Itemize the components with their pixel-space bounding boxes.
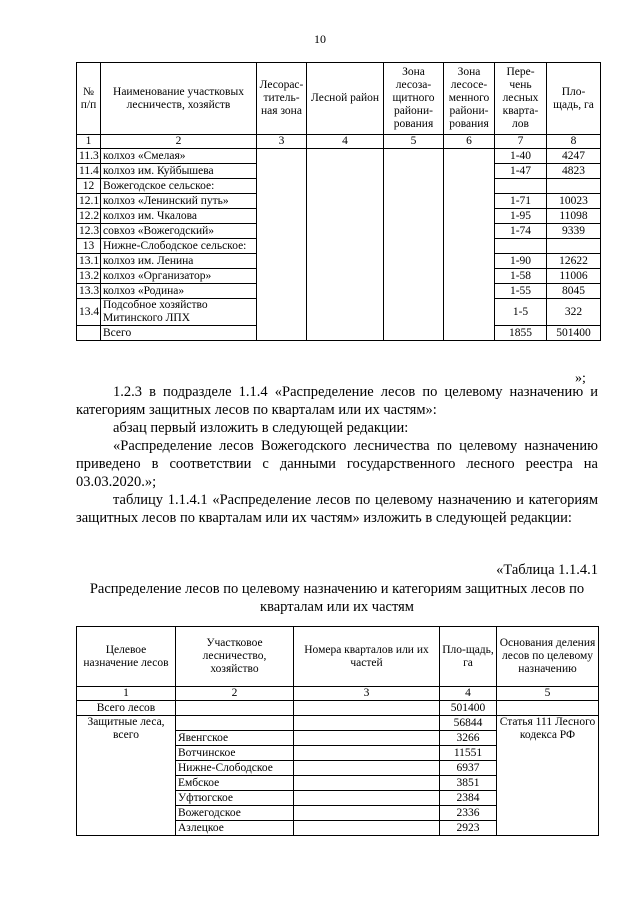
table-row: Явенгское 3266 — [77, 731, 599, 746]
header-number: № п/п — [77, 63, 101, 135]
table-row: 11.3 колхоз «Смелая» 1-40 4247 — [77, 149, 601, 164]
header-quarters: Пере-чень лесных кварта-лов — [495, 63, 547, 135]
paragraph: «Распределение лесов Вожегодского лесничества по целевому назначению приведено в соответствии с данными государственного лесного реестра на 03.03.2020.»; — [76, 438, 598, 490]
blank-cell — [384, 149, 444, 341]
header-seed-zone: Зона лесосе-менного райони-рования — [444, 63, 495, 135]
table-row: 13.1 колхоз им. Ленина 1-90 12622 — [77, 254, 601, 269]
table-row: Уфтюгское 2384 — [77, 791, 599, 806]
table-row: 13.4 Подсобное хозяйство Митинского ЛПХ 1-5 322 — [77, 299, 601, 326]
col-number: 2 — [101, 135, 257, 149]
header-protection-zone: Зона лесоза-щитного райони-рования — [384, 63, 444, 135]
blank-cell — [444, 149, 495, 341]
paragraph: 1.2.3 в подразделе 1.1.4 «Распределение лесов по целевому назначению и категориям защитных лесов по кварталам или их частям»: — [76, 384, 598, 418]
table-row: 11.4 колхоз им. Куйбышева 1-47 4823 — [77, 164, 601, 179]
table-row: 12.1 колхоз «Ленинский путь» 1-71 10023 — [77, 194, 601, 209]
blank-cell — [307, 149, 384, 341]
table-row: 12 Вожегодское сельское: — [77, 179, 601, 194]
table-row: 12.3 совхоз «Вожегодский» 1-74 9339 — [77, 224, 601, 239]
header-quarter-numbers: Номера кварталов или их частей — [294, 627, 440, 687]
paragraph: таблицу 1.1.4.1 «Распределение лесов по целевому назначению и категориям защитных лесов по кварталам или их частям» изложить в следующей редакции: — [76, 492, 598, 526]
table-title: Распределение лесов по целевому назначению и категориям защитных лесов по кварталам или их частям — [89, 581, 585, 615]
col-number: 7 — [495, 135, 547, 149]
header-area: Пло-щадь, га — [547, 63, 601, 135]
header-name: Наименование участковых лесничеств, хозяйств — [101, 63, 257, 135]
table-row: Нижне-Слободское 6937 — [77, 761, 599, 776]
col-number: 5 — [497, 687, 599, 701]
blank-cell — [257, 149, 307, 341]
col-number: 8 — [547, 135, 601, 149]
header-vegetation-zone: Лесорас-титель-ная зона — [257, 63, 307, 135]
page-number: 10 — [314, 32, 326, 46]
table-row: Вожегодское 2336 — [77, 806, 599, 821]
header-basis: Основания деления лесов по целевому назначению — [497, 627, 599, 687]
table-row: 13.2 колхоз «Организатор» 1-58 11006 — [77, 269, 601, 284]
table-row: Ембское 3851 — [77, 776, 599, 791]
col-number: 3 — [257, 135, 307, 149]
col-number: 5 — [384, 135, 444, 149]
forest-distribution-table — [76, 626, 599, 836]
header-area: Пло-щадь, га — [440, 627, 497, 687]
col-number: 2 — [176, 687, 294, 701]
table-row: Вотчинское 11551 — [77, 746, 599, 761]
total-row: Всего лесов 501400 — [77, 701, 599, 716]
table-row: 13 Нижне-Слободское сельское: — [77, 239, 601, 254]
header-purpose: Целевое назначение лесов — [77, 627, 176, 687]
group-label: Защитные леса, всего — [77, 716, 176, 836]
paragraph: абзац первый изложить в следующей редакции: — [113, 420, 409, 436]
table-caption: «Таблица 1.1.4.1 — [496, 562, 598, 578]
col-number: 4 — [307, 135, 384, 149]
table-row: 12.2 колхоз им. Чкалова 1-95 11098 — [77, 209, 601, 224]
col-number: 1 — [77, 687, 176, 701]
forestry-districts-table — [76, 62, 601, 341]
col-number: 6 — [444, 135, 495, 149]
col-number: 1 — [77, 135, 101, 149]
table-row: Азлецкое 2923 — [77, 821, 599, 836]
col-number: 3 — [294, 687, 440, 701]
table-row: 13.3 колхоз «Родина» 1-55 8045 — [77, 284, 601, 299]
total-row: Всего 1855 501400 — [77, 326, 601, 341]
col-number: 4 — [440, 687, 497, 701]
basis-cell: Статья 111 Лесного кодекса РФ — [497, 716, 599, 836]
group-row: Защитные леса, всего 56844 Статья 111 Лесного кодекса РФ — [77, 716, 599, 731]
quote-close: »; — [575, 371, 586, 386]
header-district: Участковое лесничество, хозяйство — [176, 627, 294, 687]
header-forest-region: Лесной район — [307, 63, 384, 135]
